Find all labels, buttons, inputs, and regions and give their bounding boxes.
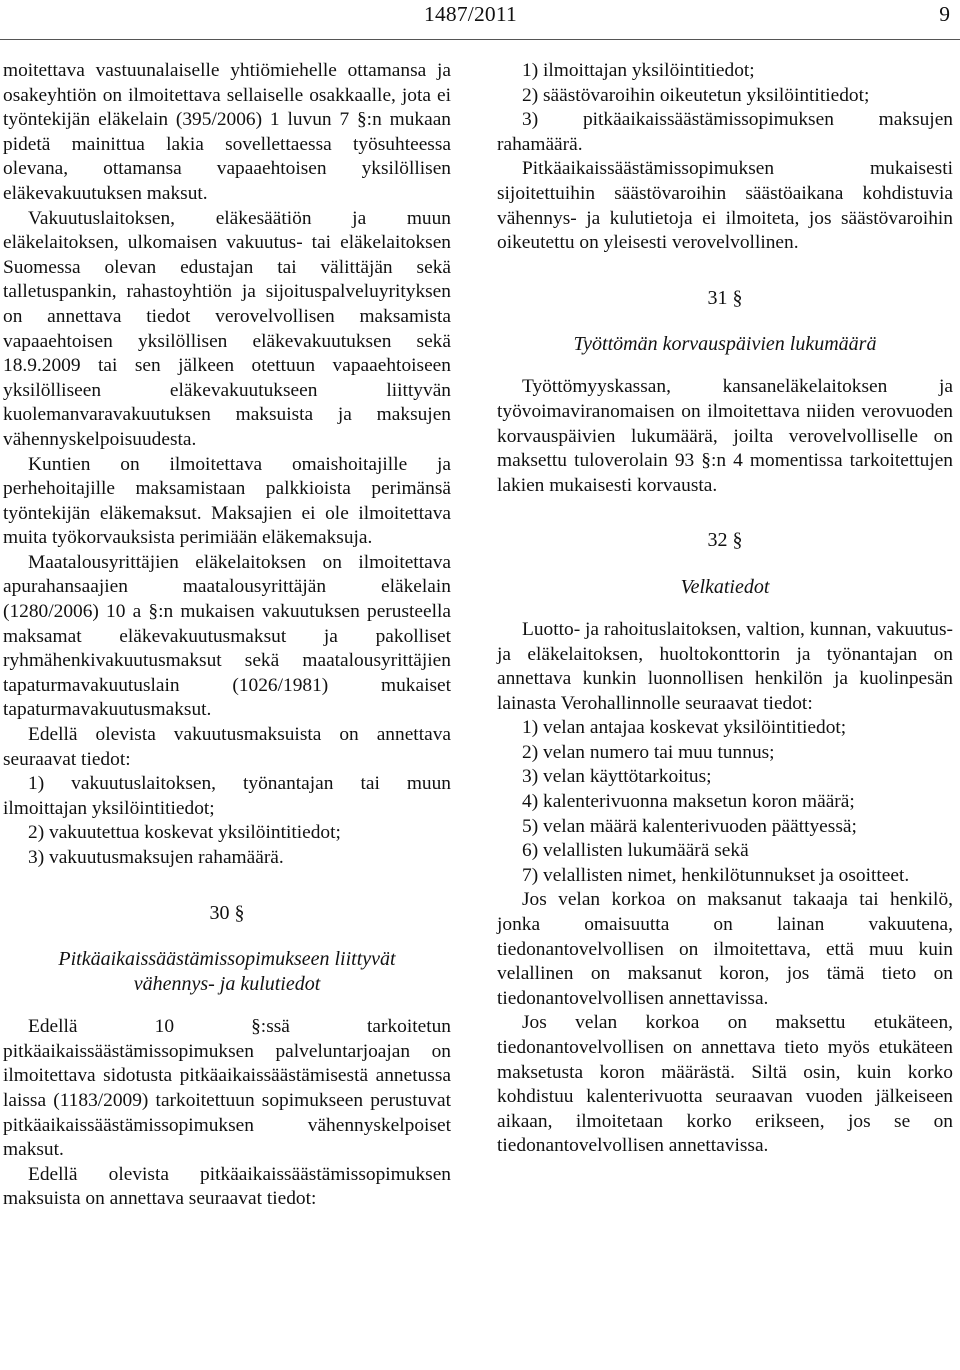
- section-title-line: Pitkäaikaissäästämissopimukseen liittyvät: [58, 948, 396, 971]
- section-number: 30 §: [209, 901, 245, 924]
- section-title: Työttömän korvauspäivien lukumäärä: [573, 333, 877, 356]
- list-item: 4) kalenterivuonna maksetun koron määrä;: [522, 791, 855, 813]
- paragraph: Vakuutuslaitoksen, eläkesäätiön ja muun eläkelaitoksen, ulkomaisen vakuutus- tai eläkelaitoksen Suomessa olevan edustajan tai välittäjän sekä talletuspankin, rahastoyhtiön ja sijoituspalveluyrityksen on annettava tiedot verovelvollisen maksamista vapaaehtoisen yksilöllisen eläkevakuutuksen sekä 18.9.2009 tai sen jälkeen otettuun vapaaehtoiseen yksilölliseen eläkevakuutukseen liittyvän kuolemanvaravakuutuksen maksuista ja maksujen vähennyskelpoisuudesta.: [3, 207, 451, 450]
- list-item: 1) velan antajaa koskevat yksilöintitiedot;: [522, 717, 847, 739]
- list-item: 6) velallisten lukumäärä sekä: [522, 840, 749, 862]
- paragraph: Edellä olevista vakuutusmaksuista on annettava seuraavat tiedot:: [3, 724, 451, 770]
- paragraph: Pitkäaikaissäästämissopimuksen mukaisesti sijoitettuihin säästövaroihin säästöaikana kohdistuvia vähennys- ja kulutietoja ei ilmoiteta, jos säästövaroihin oikeutettu on yleisesti verovelvollinen.: [497, 158, 953, 254]
- paragraph: Luotto- ja rahoituslaitoksen, valtion, kunnan, vakuutus- ja eläkelaitoksen, huoltokonttorin ja työnantajan on annettava kunkin luonnollisen henkilön ja kuolinpesän lainasta Verohallinnolle seuraavat tiedot:: [497, 618, 953, 714]
- list-item: 3) velan käyttötarkoitus;: [522, 766, 712, 788]
- list-item: 2) velan numero tai muu tunnus;: [522, 741, 775, 763]
- list-item: 2) vakuutettua koskevat yksilöintitiedot;: [28, 822, 341, 844]
- page-header: [0, 0, 960, 30]
- document-number: 1487/2011: [424, 2, 517, 26]
- paragraph: Edellä olevista pitkäaikaissäästämissopimuksen maksuista on annettava seuraavat tiedot:: [3, 1163, 451, 1210]
- list-item: 5) velan määrä kalenterivuoden päättyessä;: [522, 815, 857, 837]
- paragraph: Edellä 10 §:ssä tarkoitetun pitkäaikaissäästämissopimuksen palveluntarjoajan on ilmoitettava sidotusta pitkäaikaissäästämisestä annetussa laissa (1183/2009) tarkoitettuun sopimukseen perustuvat pitkäaikaissäästämissopimuksen vähennyskelpoiset maksut.: [3, 1016, 451, 1161]
- section-title-line: vähennys- ja kulutiedot: [133, 973, 321, 996]
- paragraph: moitettava vastuunalaiselle yhtiömiehelle ottamansa ja osakeyhtiön on ilmoitettava sellaiselle osakkaalle, jota ei työntekijän eläkelain (395/2006) 1 luvun 7 §:n mukaan pidetä mainittua lakia sovellettaessa työsuhteessa olevana, ottamansa vapaaehtoisen yksilöllisen eläkevakuutuksen maksut.: [3, 60, 451, 204]
- section-number: 31 §: [707, 286, 743, 309]
- section-number: 32 §: [707, 529, 743, 552]
- paragraph: Maatalousyrittäjien eläkelaitoksen on ilmoitettava apurahansaajien maatalousyrittäjän eläkelain (1280/2006) 10 a §:n mukaisen vakuutuksen perusteella maksamat eläkevakuutusmaksut ja pakolliset ryhmähenkivakuutusmaksut sekä maatalousyrittäjien tapaturmavakuutuslain (1026/1981) mukaiset tapaturmavakuutusmaksut.: [3, 551, 451, 721]
- list-item: 3) vakuutusmaksujen rahamäärä.: [28, 847, 284, 868]
- paragraph: Jos velan korkoa on maksanut takaaja tai henkilö, jonka omaisuutta on lainan vakuutena, tiedonantovelvollisen on ilmoitettava, että muu kuin velallinen on maksanut koron, jos tämä tieto on tiedonantovelvollisen annettavissa.: [497, 889, 953, 1009]
- list-item: 2) säästövaroihin oikeutetun yksilöintitiedot;: [522, 84, 870, 106]
- right-column: [497, 59, 953, 1159]
- header-rule: [0, 39, 960, 40]
- list-item: 3) pitkäaikaissäästämissopimuksen maksujen rahamäärä.: [497, 109, 953, 155]
- paragraph: Kuntien on ilmoitettava omaishoitajille ja perhehoitajille maksamistaan palkkioista perimänsä työntekijän eläkemaksut. Maksajien ei ole ilmoitettava muita työkorvauksista perimiään eläkemaksuja.: [3, 453, 451, 549]
- section-title: [3, 947, 451, 997]
- left-column: [3, 59, 451, 1212]
- page-number: 9: [939, 2, 950, 26]
- list-item: 1) ilmoittajan yksilöintitiedot;: [522, 60, 755, 81]
- paragraph: Työttömyyskassan, kansaneläkelaitoksen ja työvoimaviranomaisen on ilmoitettava niiden verovuoden korvauspäivien lukumäärä, joilta verovelvolliselle on maksettu tuloverolain 93 §:n 4 momentissa tarkoitettujen lakien mukaisesti korvausta.: [497, 376, 953, 496]
- list-item: 7) velallisten nimet, henkilötunnukset ja osoitteet.: [522, 864, 910, 886]
- list-item: 1) vakuutuslaitoksen, työnantajan tai muun ilmoittajan yksilöintitiedot;: [3, 773, 451, 819]
- section-title: Velkatiedot: [680, 575, 770, 598]
- paragraph: Jos velan korkoa on maksettu etukäteen, tiedonantovelvollisen on annettava tieto myös etukäteen maksetusta koron määrästä. Siltä osin, kuin korko kohdistuu kalenterivuotta seuraavan vuoden jälkeiseen aikaan, ilmoitetaan korko erikseen, jos se on tiedonantovelvollisen annettavissa.: [497, 1012, 953, 1157]
